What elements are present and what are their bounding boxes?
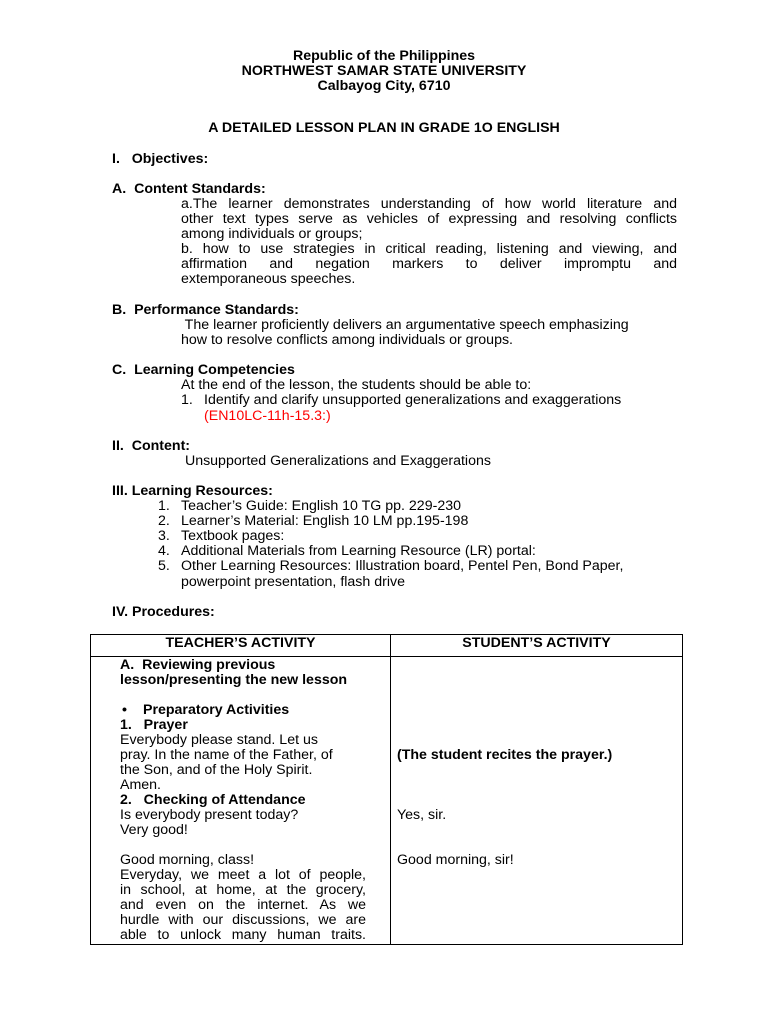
objectives-heading: I. Objectives: <box>112 151 209 167</box>
content-standards-a-line-2: other text types serve as vehicles of expressing and resolving conflicts <box>181 211 677 227</box>
competency-number: 1. <box>181 392 193 408</box>
preparatory-activities: Preparatory Activities <box>143 702 290 718</box>
attendance-line-1: Is everybody present today? <box>120 807 299 823</box>
learning-competencies-heading: C. Learning Competencies <box>112 362 295 378</box>
teacher-para-line-5: able to unlock many human traits. <box>120 927 366 943</box>
student-attendance: Yes, sir. <box>397 807 447 823</box>
prayer-line-3: the Son, and of the Holy Spirit. <box>120 762 313 778</box>
header-university: NORTHWEST SAMAR STATE UNIVERSITY <box>241 63 527 79</box>
teacher-greeting: Good morning, class! <box>120 852 255 868</box>
resource-item-5: Other Learning Resources: Illustration board, Pentel Pen, Bond Paper, <box>181 558 624 574</box>
teacher-para-line-4: hurdle with our discussions, we are <box>120 912 366 928</box>
procedures-heading: IV. Procedures: <box>112 604 215 620</box>
section-a-line-1: A. Reviewing previous <box>120 657 276 673</box>
content-standards-b-line-1: b. how to use strategies in critical reading, listening and viewing, and <box>181 241 677 257</box>
prayer-heading: 1. Prayer <box>120 717 188 733</box>
resource-item-3: Textbook pages: <box>181 528 285 544</box>
student-activity-header: STUDENT’S ACTIVITY <box>391 635 683 657</box>
resource-num-1: 1. <box>158 498 170 514</box>
prayer-line-2: pray. In the name of the Father, of <box>120 747 333 763</box>
content-standards-a-line-3: among individuals or groups; <box>181 226 363 242</box>
attendance-heading: 2. Checking of Attendance <box>120 792 306 808</box>
resources-heading: III. Learning Resources: <box>112 483 273 499</box>
section-a-line-2: lesson/presenting the new lesson <box>120 672 348 688</box>
content-text: Unsupported Generalizations and Exaggerations <box>181 453 491 469</box>
teacher-para-line-1: Everyday, we meet a lot of people, <box>120 867 366 883</box>
attendance-line-2: Very good! <box>120 822 188 838</box>
page-title: A DETAILED LESSON PLAN IN GRADE 1O ENGLISH <box>208 120 560 136</box>
competency-code: (EN10LC-11h-15.3:) <box>204 408 331 424</box>
teacher-para-line-3: and even on the internet. As we <box>120 897 366 913</box>
procedures-table <box>90 634 683 945</box>
resource-item-1: Teacher’s Guide: English 10 TG pp. 229-230 <box>181 498 461 514</box>
header-republic: Republic of the Philippines <box>292 48 476 64</box>
student-activity-cell <box>391 657 683 945</box>
competency-text: Identify and clarify unsupported generalizations and exaggerations <box>204 392 622 408</box>
resource-item-4: Additional Materials from Learning Resource (LR) portal: <box>181 543 536 559</box>
teacher-para-line-2: in school, at home, at the grocery, <box>120 882 366 898</box>
content-standards-b-line-2: affirmation and negation markers to deliver impromptu and <box>181 256 677 272</box>
content-standards-heading: A. Content Standards: <box>112 181 266 197</box>
performance-standards-line-1: The learner proficiently delivers an argumentative speech emphasizing <box>181 317 629 333</box>
resource-num-2: 2. <box>158 513 170 529</box>
prayer-line-4: Amen. <box>120 777 162 793</box>
teacher-activity-cell <box>91 657 391 945</box>
performance-standards-line-2: how to resolve conflicts among individuals or groups. <box>181 332 513 348</box>
prayer-line-1: Everybody please stand. Let us <box>120 732 318 748</box>
resource-num-3: 3. <box>158 528 170 544</box>
performance-standards-heading: B. Performance Standards: <box>112 302 299 318</box>
content-heading: II. Content: <box>112 438 191 454</box>
student-greeting: Good morning, sir! <box>397 852 514 868</box>
resource-item-5-cont: powerpoint presentation, flash drive <box>181 574 405 590</box>
content-standards-b-line-3: extemporaneous speeches. <box>181 271 356 287</box>
bullet-icon: • <box>122 702 127 718</box>
student-prayer: (The student recites the prayer.) <box>397 747 613 763</box>
resource-num-5: 5. <box>158 558 170 574</box>
resource-num-4: 4. <box>158 543 170 559</box>
resource-item-2: Learner’s Material: English 10 LM pp.195-198 <box>181 513 469 529</box>
teacher-activity-header: TEACHER’S ACTIVITY <box>91 635 391 657</box>
content-standards-a-line-1: a.The learner demonstrates understanding of how world literature and <box>181 196 677 212</box>
header-city: Calbayog City, 6710 <box>317 78 451 94</box>
learning-competencies-intro: At the end of the lesson, the students should be able to: <box>181 377 532 393</box>
